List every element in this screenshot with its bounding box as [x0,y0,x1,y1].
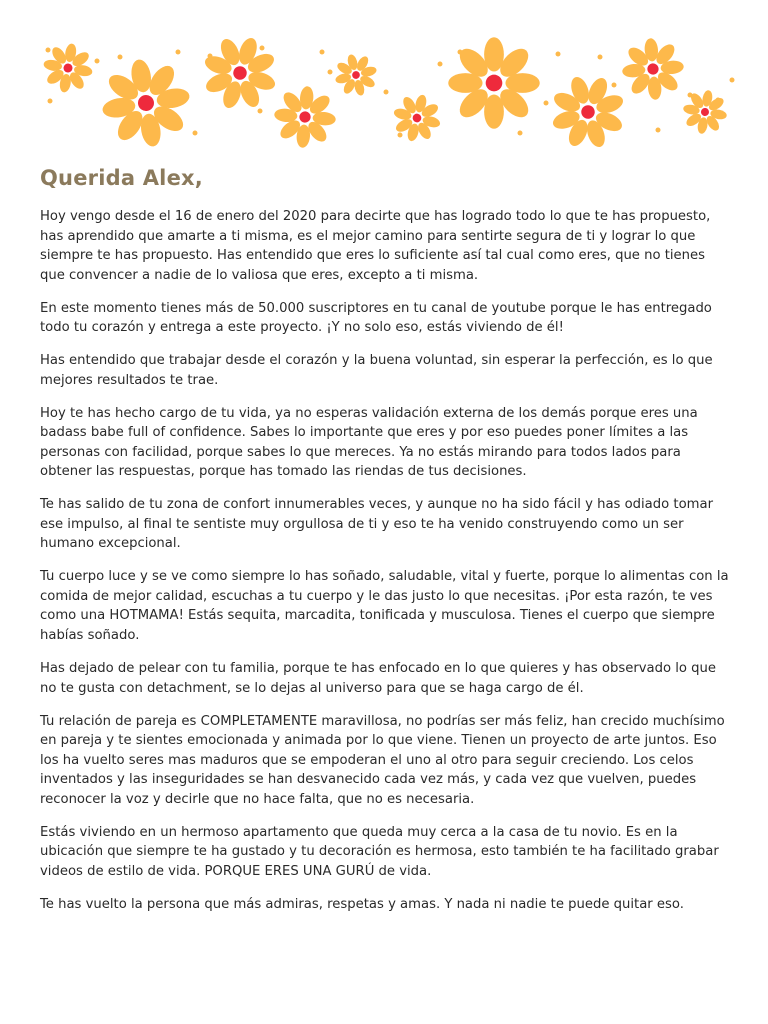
paragraph-2: En este momento tienes más de 50.000 suscriptores en tu canal de youtube porque le has entregado todo tu corazón y entrega a este proyecto. ¡Y no solo eso, estás viviendo de él! [40,300,712,336]
confetti-dot [544,101,549,106]
confetti-dot [518,131,523,136]
paragraph-1: Hoy vengo desde el 16 de enero del 2020 para decirte que has logrado todo lo que te has propuesto, has aprendido que amarte a ti misma, es el mejor camino para sentirte segura de ti y lograr lo que siempre te has propuesto. Has entendido que eres lo suficiente así tal cual como eres, que no tienes que convencer a nadie de lo valiosa que eres, excepto a ti misma. [40,209,711,283]
flower-icon [448,37,540,129]
paragraph-7: Has dejado de pelear con tu familia, porque te has enfocado en lo que quieres y has observado lo que no te gusta con detachment, se lo dejas al universo para que se haga cargo de él. [40,661,717,696]
flower-icon [95,52,197,154]
confetti-dot [612,83,617,88]
paragraph-5: Te has salido de tu zona de confort innumerables veces, y aunque no ha sido fácil y has odiado tomar ese impulso, al final te sentiste muy orgullosa de ti y eso te ha venido construyendo como un ser humano excepcional. [40,497,713,552]
confetti-dot [176,50,181,55]
confetti-dot [656,128,661,133]
confetti-dot [258,109,263,114]
flower-icon [330,49,382,101]
confetti-dot [320,50,325,55]
confetti-dot [598,55,603,60]
flower-icon [680,87,731,138]
paragraph-10: Te has vuelto la persona que más admiras, respetas y amas. Y nada ni nadie te puede quitar eso. [40,896,684,912]
flower-icon [620,36,687,103]
confetti-dot [556,52,561,57]
paragraph-9: Estás viviendo en un hermoso apartamento que queda muy cerca a la casa de tu novio. Es en la ubicación que siempre te ha gustado y tu decoración es hermosa, esto también te ha facilitado grabar videos de estilo de vida. PORQUE ERES UNA GURÚ de vida. [40,824,719,879]
confetti-dot [398,133,403,138]
confetti-dot [730,78,735,83]
paragraph-3: Has entendido que trabajar desde el corazón y la buena voluntad, sin esperar la perfección, es lo que mejores resultados te trae. [40,353,713,388]
confetti-dot [384,90,389,95]
paragraph-6: Tu cuerpo luce y se ve como siempre lo has soñado, saludable, vital y fuerte, porque lo alimentas con la comida de mejor calidad, escuchas a tu cuerpo y le das justo lo que necesitas. ¡Por esta razón, te ves como una HOTMAMA! Estás sequita, marcadita, tonificada y musculosa. Tienes el cuerpo que siempre habías soñado. [40,569,729,643]
flower-icon [388,89,446,147]
confetti-dot [260,46,265,51]
confetti-dot [118,55,123,60]
letter-greeting: Querida Alex, [40,166,203,190]
letter-body [40,207,730,928]
confetti-dot [328,70,333,75]
flower-icon [272,84,339,151]
confetti-dot [95,59,100,64]
confetti-dot [438,62,443,67]
confetti-dot [48,99,53,104]
flower-border-decoration [0,0,768,160]
paragraph-4: Hoy te has hecho cargo de tu vida, ya no esperas validación externa de los demás porque eres una badass babe full of confidence. Sabes lo importante que eres y por eso puedes poner límites a las personas con facilidad, porque sabes lo que mereces. Ya no estás mirando para todos lados para obtener las respuestas, porque has tomado las riendas de tus decisiones. [40,405,698,480]
confetti-dot [46,48,51,53]
flower-icon [539,63,637,160]
paragraph-8: Tu relación de pareja es COMPLETAMENTE maravillosa, no podrías ser más feliz, han crecido muchísimo en pareja y te sientes emocionada y animada por lo que viene. Tienen un proyecto de arte juntos. Eso los ha vuelto seres mas maduros que se empoderan el uno al otro para seguir creciendo. Los celos inventados y las inseguridades se han desvanecido cada vez más, y cada vez que vuelven, puedes reconocer la voz y decirle que no hace falta, que no es necesaria. [40,713,725,807]
flower-icon [193,26,288,121]
confetti-dot [193,131,198,136]
